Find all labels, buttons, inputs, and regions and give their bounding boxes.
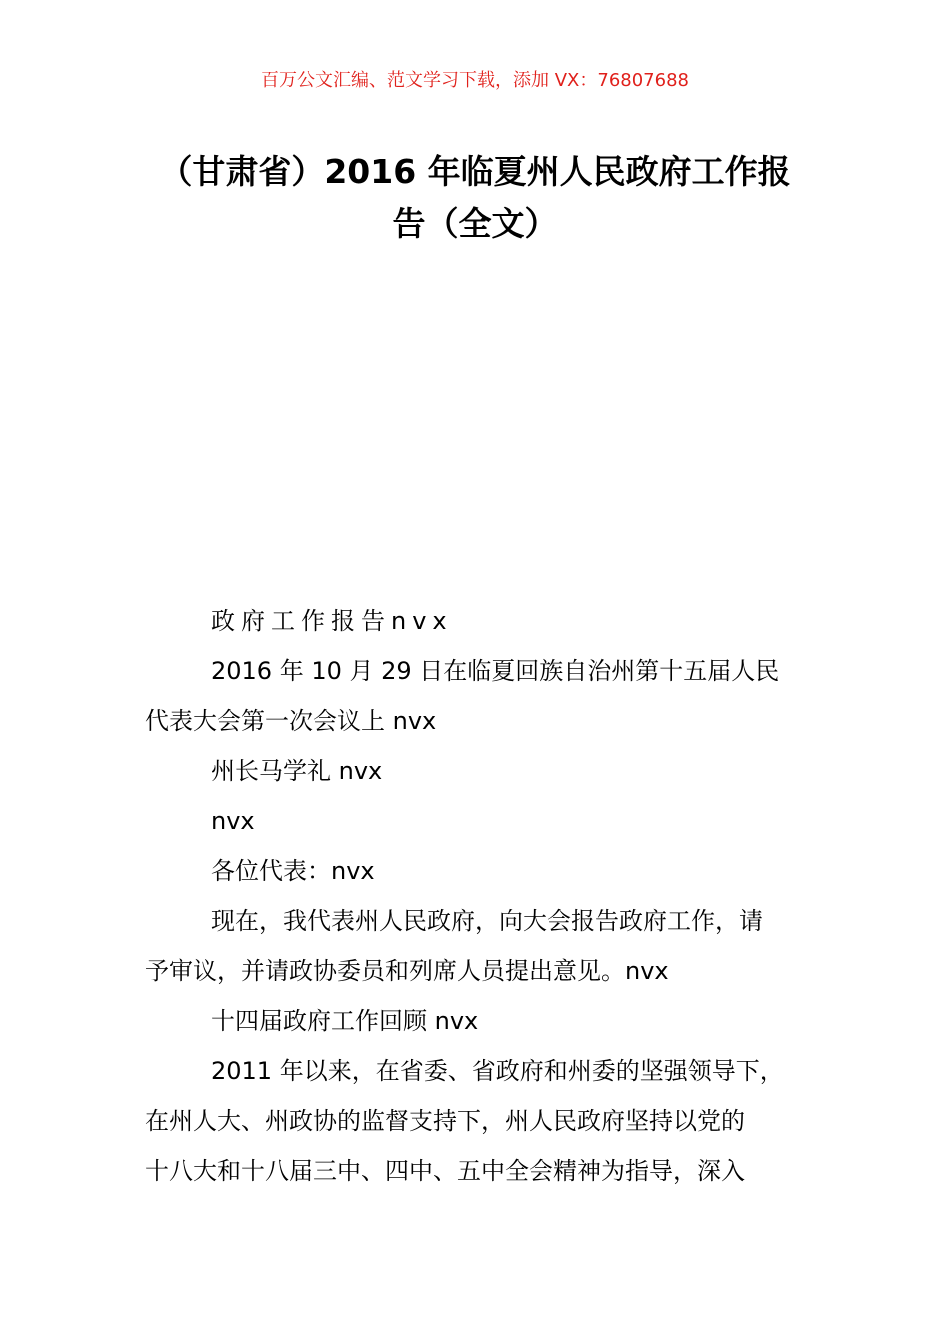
header-note: 百万公文汇编、范文学习下载，添加 VX：76807688: [261, 70, 689, 91]
body-line-date-cont: 代表大会第一次会议上 nvx: [145, 707, 437, 735]
body-line-paragraph-1-cont: 予审议，并请政协委员和列席人员提出意见。nvx: [145, 957, 669, 985]
document-title: [120, 146, 830, 250]
body-line-date: 2016 年 10 月 29 日在临夏回族自治州第十五届人民: [211, 657, 780, 685]
document-body: [145, 596, 830, 1196]
title-line-1: （甘肃省）2016 年临夏州人民政府工作报: [159, 152, 791, 191]
body-line-salutation: 各位代表：nvx: [211, 857, 375, 885]
title-line-2: 告（全文）: [392, 204, 558, 243]
body-line-paragraph-2-cont-2: 十八大和十八届三中、四中、五中全会精神为指导，深入: [145, 1157, 745, 1185]
body-line-blank: nvx: [211, 807, 255, 835]
body-line-section-heading: 十四届政府工作回顾 nvx: [211, 1007, 479, 1035]
body-line-speaker: 州长马学礼 nvx: [211, 757, 383, 785]
body-line-paragraph-2: 2011 年以来，在省委、省政府和州委的坚强领导下，: [211, 1057, 784, 1085]
body-line-paragraph-2-cont-1: 在州人大、州政协的监督支持下，州人民政府坚持以党的: [145, 1107, 745, 1135]
body-line-report-label: 政府工作报告nvx: [211, 607, 453, 635]
body-line-paragraph-1: 现在，我代表州人民政府，向大会报告政府工作，请: [211, 907, 763, 935]
